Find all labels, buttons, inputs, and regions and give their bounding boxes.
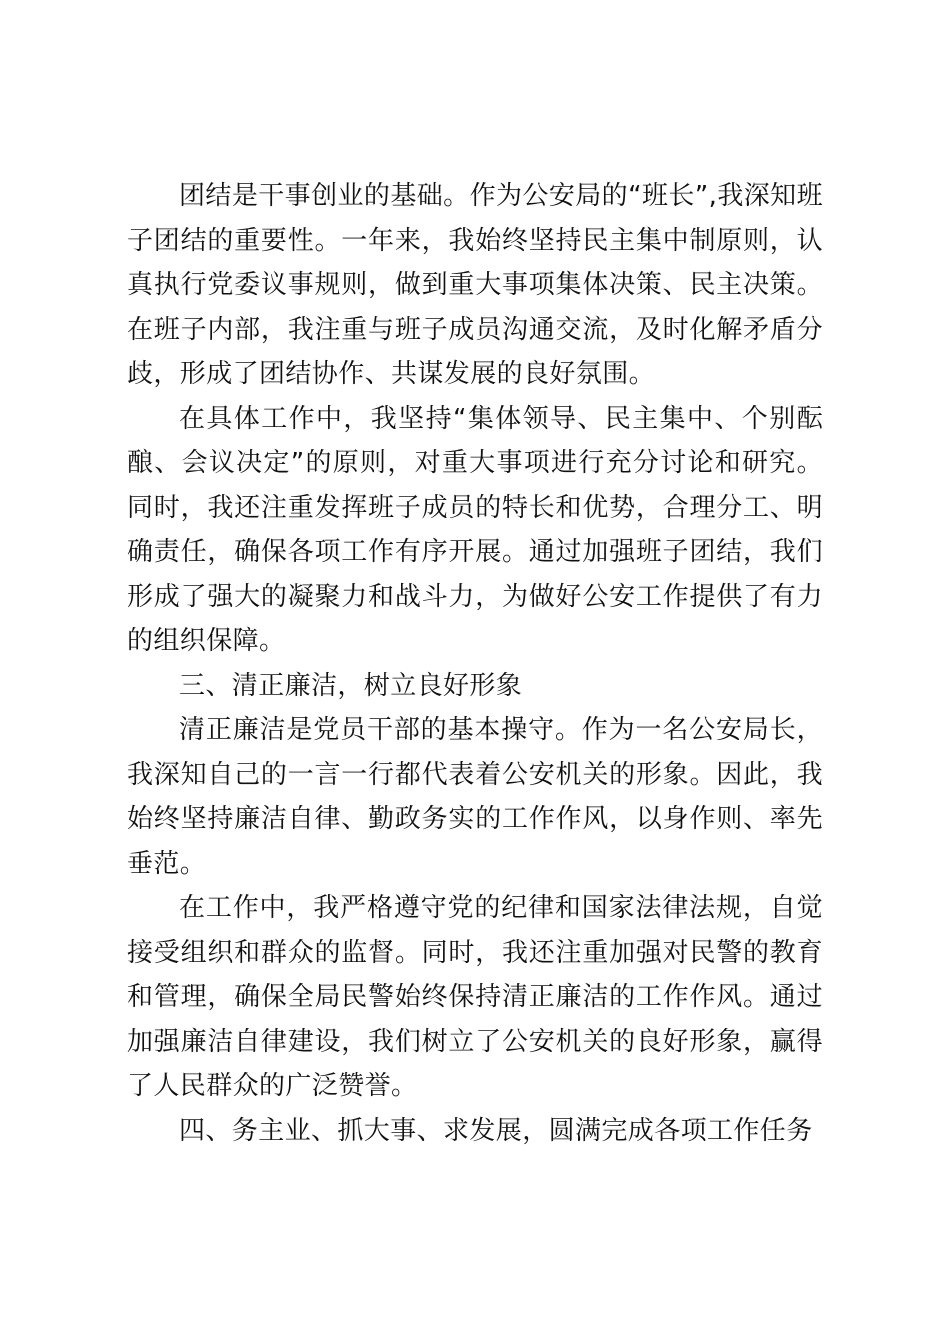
paragraph-unity-foundation: 团结是干事创业的基础。作为公安局的“班长”,我深知班子团结的重要性。一年来，我始终坚持民主集中制原则，认真执行党委议事规则，做到重大事项集体决策、民主决策。在班子内部，我注重与班子成员沟通交流，及时化解矛盾分歧，形成了团结协作、共谋发展的良好氛围。 <box>127 181 823 389</box>
paragraph-discipline-supervision: 在工作中，我严格遵守党的纪律和国家法律法规，自觉接受组织和群众的监督。同时，我还注重加强对民警的教育和管理，确保全局民警始终保持清正廉洁的工作作风。通过加强廉洁自律建设，我们树立了公安机关的良好形象，赢得了人民群众的广泛赞誉。 <box>127 893 823 1101</box>
paragraph-integrity-basics: 清正廉洁是党员干部的基本操守。作为一名公安局长，我深知自己的一言一行都代表着公安机关的形象。因此，我始终坚持廉洁自律、勤政务实的工作作风，以身作则、率先垂范。 <box>127 715 823 879</box>
paragraph-collective-leadership: 在具体工作中，我坚持“集体领导、民主集中、个别酝酿、会议决定”的原则，对重大事项进行充分讨论和研究。同时，我还注重发挥班子成员的特长和优势，合理分工、明确责任，确保各项工作有序开展。通过加强班子团结，我们形成了强大的凝聚力和战斗力，为做好公安工作提供了有力的组织保障。 <box>127 403 823 656</box>
section-heading-integrity: 三、清正廉洁，树立良好形象 <box>179 670 523 701</box>
document-body <box>127 174 823 1153</box>
section-heading-main-work: 四、务主业、抓大事、求发展，圆满完成各项工作任务 <box>179 1115 813 1146</box>
